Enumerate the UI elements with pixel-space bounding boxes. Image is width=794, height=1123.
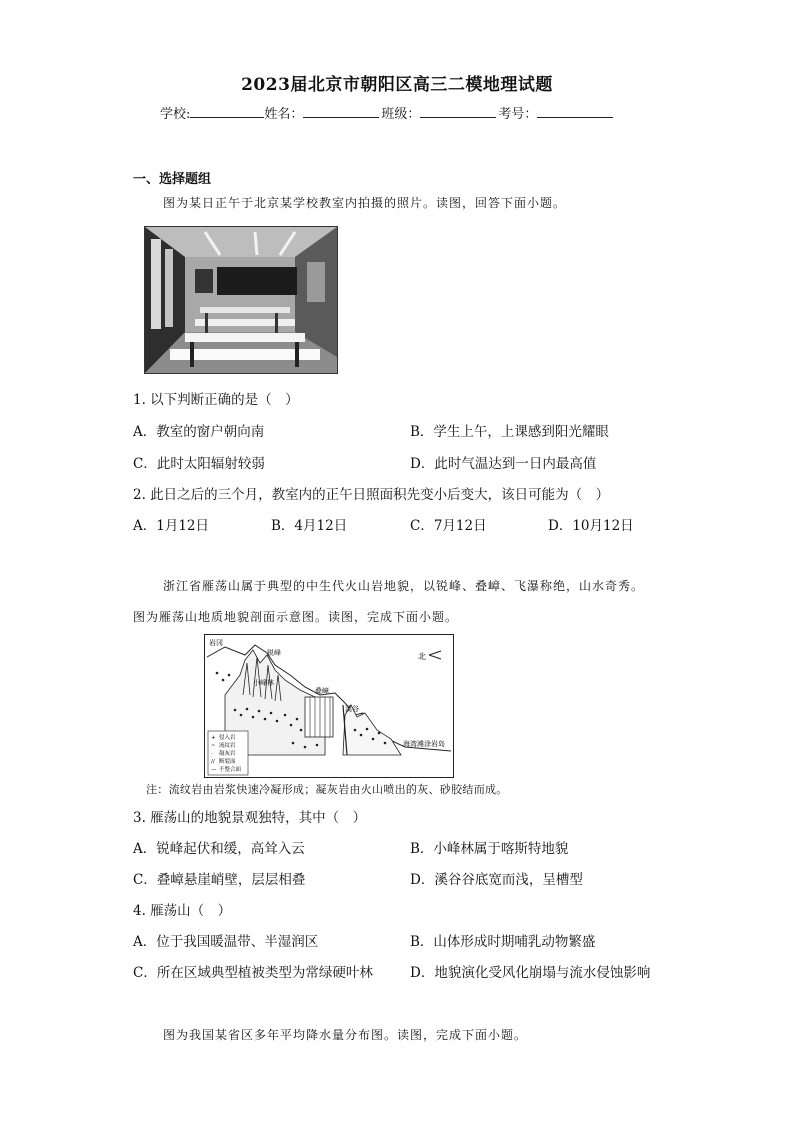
q2-option-c[interactable]: C．7月12日 [410, 518, 487, 534]
group2-intro-line2: 图为雁荡山地质地貌剖面示意图。读图，完成下面小题。 [133, 610, 459, 624]
svg-text:+: + [211, 735, 216, 741]
q3-option-d[interactable]: D．溪谷谷底宽而浅，呈槽型 [410, 872, 583, 888]
label-peak: 锐峰 [267, 649, 281, 657]
q4-option-d[interactable]: D．地貌演化受风化崩塌与流水侵蚀影响 [410, 965, 651, 981]
school-blank[interactable] [190, 103, 264, 118]
geology-cross-section-diagram [204, 634, 454, 778]
name-blank[interactable] [303, 103, 379, 118]
q4-option-c[interactable]: C．所在区域典型植被类型为常绿硬叶林 [133, 965, 373, 981]
label-north: 北 [418, 652, 426, 661]
q1-option-d[interactable]: D．此时气温达到一日内最高值 [410, 456, 597, 472]
question-2: 2. 此日之后的三个月，教室内的正午日照面积先变小后变大，该日可能为（ ） [133, 487, 610, 503]
q1-option-b[interactable]: B．学生上午，上课感到阳光耀眼 [410, 424, 609, 440]
svg-text://: // [211, 759, 215, 765]
svg-text:·: · [211, 751, 213, 757]
question-4: 4. 雁荡山（ ） [133, 903, 232, 919]
q3-option-b[interactable]: B．小峰林属于喀斯特地貌 [410, 841, 569, 857]
svg-text:~: ~ [211, 743, 216, 749]
question-1: 1. 以下判断正确的是（ ） [133, 392, 299, 408]
section-title: 一、选择题组 [133, 172, 212, 187]
label-forest: 小峰林 [253, 679, 274, 687]
group1-intro: 图为某日正午于北京某学校教室内拍摄的照片。读图，回答下面小题。 [163, 196, 567, 210]
label-island: 海湾滩涂岩岛 [403, 740, 445, 748]
question-3: 3. 雁荡山的地貌景观独特，其中（ ） [133, 810, 367, 826]
legend-unconformity: 不整合面 [219, 767, 242, 773]
student-info-row [160, 103, 613, 122]
label-valley: 溪谷 [345, 705, 359, 713]
q2-option-d[interactable]: D．10月12日 [548, 518, 634, 534]
diagram-note: 注：流纹岩由岩浆快速冷凝形成；凝灰岩由火山喷出的灰、砂胶结而成。 [146, 783, 508, 796]
label-cliff: 叠嶂 [315, 687, 329, 695]
q3-option-c[interactable]: C．叠嶂悬崖峭壁，层层相叠 [133, 872, 306, 888]
legend-fault: 断裂面 [219, 759, 236, 765]
svg-text:—: — [211, 767, 217, 773]
group2-intro-line1: 浙江省雁荡山属于典型的中生代火山岩地貌，以锐峰、叠嶂、飞瀑称绝，山水奇秀。 [163, 579, 645, 593]
q4-option-a[interactable]: A．位于我国暖温带、半湿润区 [133, 934, 319, 950]
exam-title: 2023届北京市朝阳区高三二模地理试题 [241, 75, 553, 95]
name-label: 姓名： [264, 107, 304, 122]
school-label: 学校: [160, 107, 191, 122]
exam-no-label: 考号： [498, 107, 538, 122]
q2-option-a[interactable]: A．1月12日 [133, 518, 210, 534]
legend-tuff: 凝灰岩 [219, 751, 236, 757]
class-label: 班级： [381, 107, 421, 122]
q1-option-c[interactable]: C．此时太阳辐射较弱 [133, 456, 265, 472]
label-rock: 岩冈 [209, 639, 223, 647]
q3-option-a[interactable]: A．锐峰起伏和缓，高耸入云 [133, 841, 305, 857]
group3-intro: 图为我国某省区多年平均降水量分布图。读图，完成下面小题。 [163, 1028, 528, 1042]
legend-intrusive: 侵入岩 [219, 735, 236, 741]
q2-option-b[interactable]: B．4月12日 [271, 518, 348, 534]
exam-no-blank[interactable] [537, 103, 613, 118]
legend-rhyolite: 流纹岩 [219, 743, 236, 749]
q1-option-a[interactable]: A．教室的窗户朝向南 [133, 424, 265, 440]
class-blank[interactable] [420, 103, 496, 118]
north-arrow-icon [429, 651, 441, 659]
q4-option-b[interactable]: B．山体形成时期哺乳动物繁盛 [410, 934, 596, 950]
classroom-photo [144, 226, 338, 374]
